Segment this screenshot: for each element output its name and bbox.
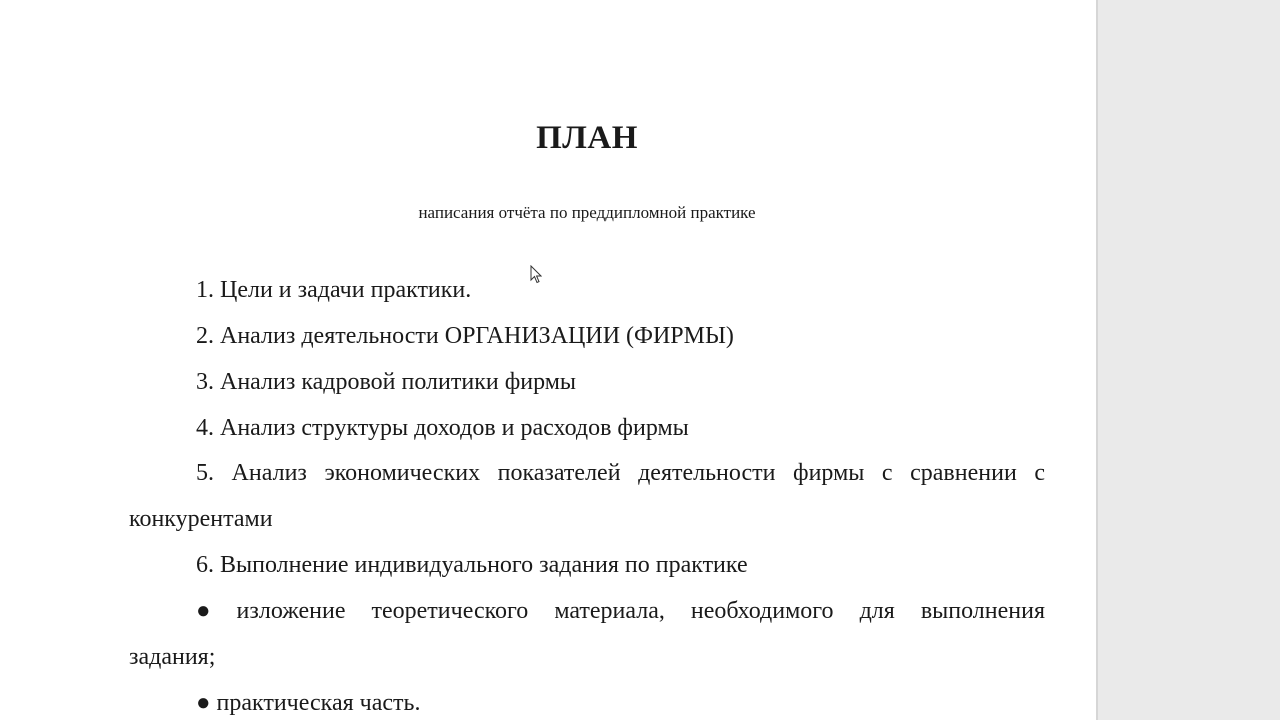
word: теоретического [371,598,529,624]
word: с [1034,460,1045,486]
word: необходимого [690,598,834,624]
list-item-4: 4. Анализ структуры доходов и расходов фирмы [196,415,689,441]
word: деятельности [638,460,776,486]
bullet-icon: ● [196,598,211,624]
word: 5. [196,460,214,486]
workspace-gutter [1096,0,1280,720]
word: Анализ [231,460,307,486]
page-subtitle: написания отчёта по преддипломной практике [418,203,756,222]
word: с [881,460,893,486]
list-item-6: 6. Выполнение индивидуального задания по практике [196,552,748,578]
list-item-1: 1. Цели и задачи практики. [196,277,472,303]
bullet-item-2: ● практическая часть. [196,690,421,716]
list-item-5 [196,460,1045,487]
list-item-3: 3. Анализ кадровой политики фирмы [196,369,577,395]
list-item-5-continuation: конкурентами [129,506,273,532]
page-title: ПЛАН [536,120,638,156]
word: фирмы [793,460,865,486]
word: изложение [236,598,346,624]
word: для [859,598,895,624]
bullet-item-1 [196,598,1045,625]
word: показателей [497,460,621,486]
word: материала, [554,598,665,624]
word: выполнения [920,598,1045,624]
mouse-pointer-icon [530,265,542,285]
word: экономических [324,460,481,486]
word: сравнении [910,460,1017,486]
list-item-2: 2. Анализ деятельности ОРГАНИЗАЦИИ (ФИРМЫ) [196,323,734,349]
bullet-item-1-continuation: задания; [129,644,216,670]
